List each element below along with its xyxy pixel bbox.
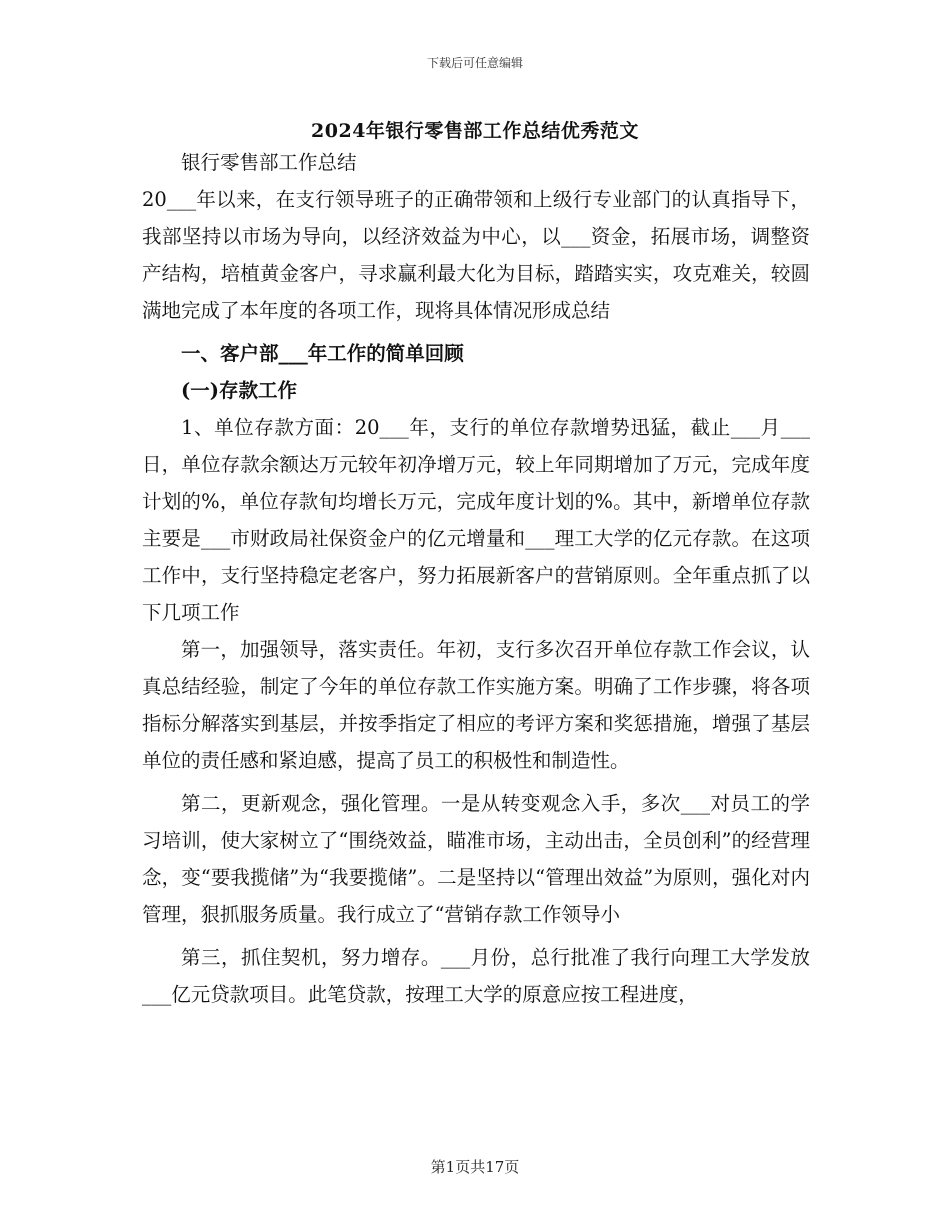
page-footer: 第1页共17页	[430, 1158, 520, 1176]
document-body	[142, 144, 810, 1013]
section-heading-1: 一、客户部___年工作的简单回顾	[181, 342, 464, 365]
paragraph-intro: 20___年以来，在支行领导班子的正确带领和上级行专业部门的认真指导下，我部坚持以市场为导向，以经济效益为中心，以___资金，拓展市场，调整资产结构，培植黄金客户，寻求赢利最大化为目标，踏踏实实，攻克难关，较圆满地完成了本年度的各项工作，现将具体情况形成总结	[142, 188, 810, 322]
document-title: 2024年银行零售部工作总结优秀范文	[311, 120, 639, 142]
section-heading-deposit: (一)存款工作	[181, 379, 297, 402]
paragraph-subtitle: 银行零售部工作总结	[181, 151, 357, 174]
paragraph-second: 第二，更新观念，强化管理。一是从转变观念入手，多次___对员工的学习培训，使大家树立了“围绕效益，瞄准市场，主动出击，全员创利”的经营理念，变“要我揽储”为“我要揽储”。二是坚持以“管理出效益”为原则，强化对内管理，狠抓服务质量。我行成立了“营销存款工作领导小	[142, 792, 810, 926]
paragraph-third: 第三，抓住契机，努力增存。___月份，总行批准了我行向理工大学发放___亿元贷款项目。此笔贷款，按理工大学的原意应按工程进度，	[142, 946, 810, 1006]
paragraph-unit-deposit: 1、单位存款方面：20___年，支行的单位存款增势迅猛，截止___月___日，单位存款余额达万元较年初净增万元，较上年同期增加了万元，完成年度计划的%，单位存款旬均增长万元，完成年度计划的%。其中，新增单位存款主要是___市财政局社保资金户的亿元增量和___理工大学的亿元存款。在这项工作中，支行坚持稳定老客户，努力拓展新客户的营销原则。全年重点抓了以下几项工作	[142, 416, 810, 624]
page-header: 下载后可任意编辑	[426, 56, 523, 70]
paragraph-first: 第一，加强领导，落实责任。年初，支行多次召开单位存款工作会议，认真总结经验，制定了今年的单位存款工作实施方案。明确了工作步骤，将各项指标分解落实到基层，并按季指定了相应的考评方案和奖惩措施，增强了基层单位的责任感和紧迫感，提高了员工的积极性和制造性。	[142, 638, 810, 772]
